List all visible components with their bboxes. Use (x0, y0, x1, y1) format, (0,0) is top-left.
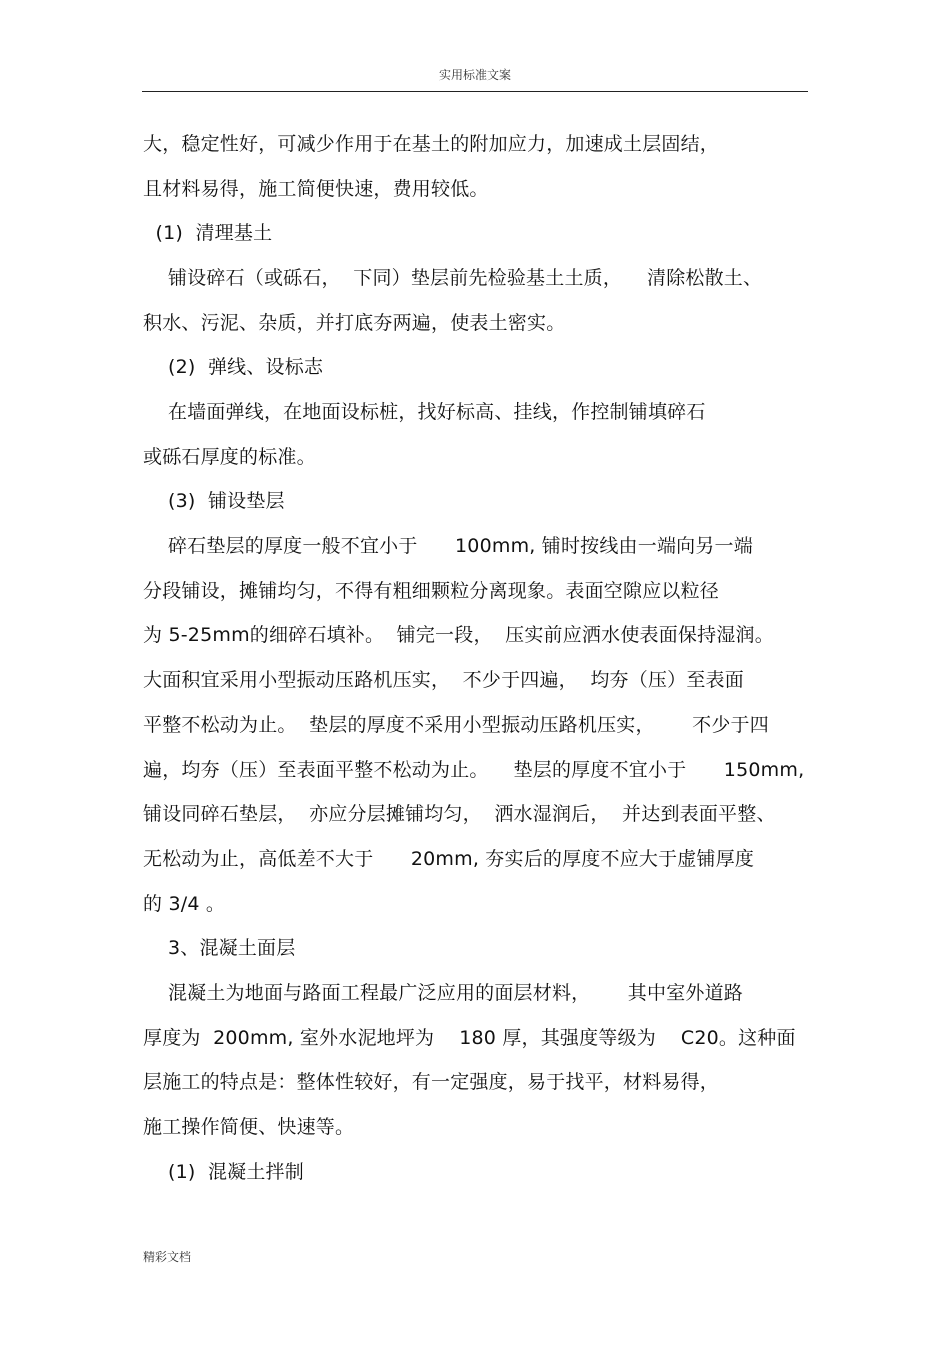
text-line: 平整不松动为止。 垫层的厚度不采用小型振动压路机压实， 不少于四 (143, 714, 769, 736)
text-line: 且材料易得，施工简便快速，费用较低。 (143, 178, 489, 200)
text-line: 在墙面弹线，在地面设标桩，找好标高、挂线，作控制铺填碎石 (143, 401, 706, 423)
text-line: 大，稳定性好，可减少作用于在基土的附加应力，加速成土层固结， (143, 133, 720, 155)
text-line: 层施工的特点是：整体性较好，有一定强度，易于找平，材料易得， (143, 1071, 720, 1093)
text-line: 分段铺设，摊铺均匀，不得有粗细颗粒分离现象。表面空隙应以粒径 (143, 580, 720, 602)
text-line: 碎石垫层的厚度一般不宜小于 100mm, 铺时按线由一端向另一端 (143, 535, 753, 557)
text-line: 3、混凝土面层 (143, 937, 296, 959)
text-line: 积水、污泥、杂质，并打底夯两遍，使表土密实。 (143, 312, 566, 334)
header-rule (142, 91, 808, 92)
text-line: 或砾石厚度的标准。 (143, 446, 316, 468)
text-line: 大面积宜采用小型振动压路机压实， 不少于四遍， 均夯（压）至表面 (143, 669, 744, 691)
text-line: (1) 清理基土 (143, 222, 273, 244)
text-line: 混凝土为地面与路面工程最广泛应用的面层材料， 其中室外道路 (143, 982, 743, 1004)
text-line: (3) 铺设垫层 (143, 490, 285, 512)
page-header: 实用标准文案 (438, 68, 511, 82)
text-line: (2) 弹线、设标志 (143, 356, 324, 378)
text-line: 的 3/4 。 (143, 893, 226, 915)
page-footer: 精彩文档 (143, 1250, 192, 1264)
text-line: 铺设碎石（或砾石， 下同）垫层前先检验基土土质， 清除松散土、 (143, 267, 763, 289)
text-line: 施工操作简便、快速等。 (143, 1116, 355, 1138)
text-line: 无松动为止，高低差不大于 20mm, 夯实后的厚度不应大于虚铺厚度 (143, 848, 755, 870)
text-line: 遍，均夯（压）至表面平整不松动为止。 垫层的厚度不宜小于 150mm, (143, 759, 805, 781)
text-line: 为 5-25mm的细碎石填补。 铺完一段， 压实前应洒水使表面保持湿润。 (143, 624, 774, 646)
text-line: 厚度为 200mm, 室外水泥地坪为 180 厚，其强度等级为 C20。这种面 (143, 1027, 796, 1049)
text-line: 铺设同碎石垫层， 亦应分层摊铺均匀， 洒水湿润后， 并达到表面平整、 (143, 803, 776, 825)
text-line: (1) 混凝土拌制 (143, 1161, 304, 1183)
